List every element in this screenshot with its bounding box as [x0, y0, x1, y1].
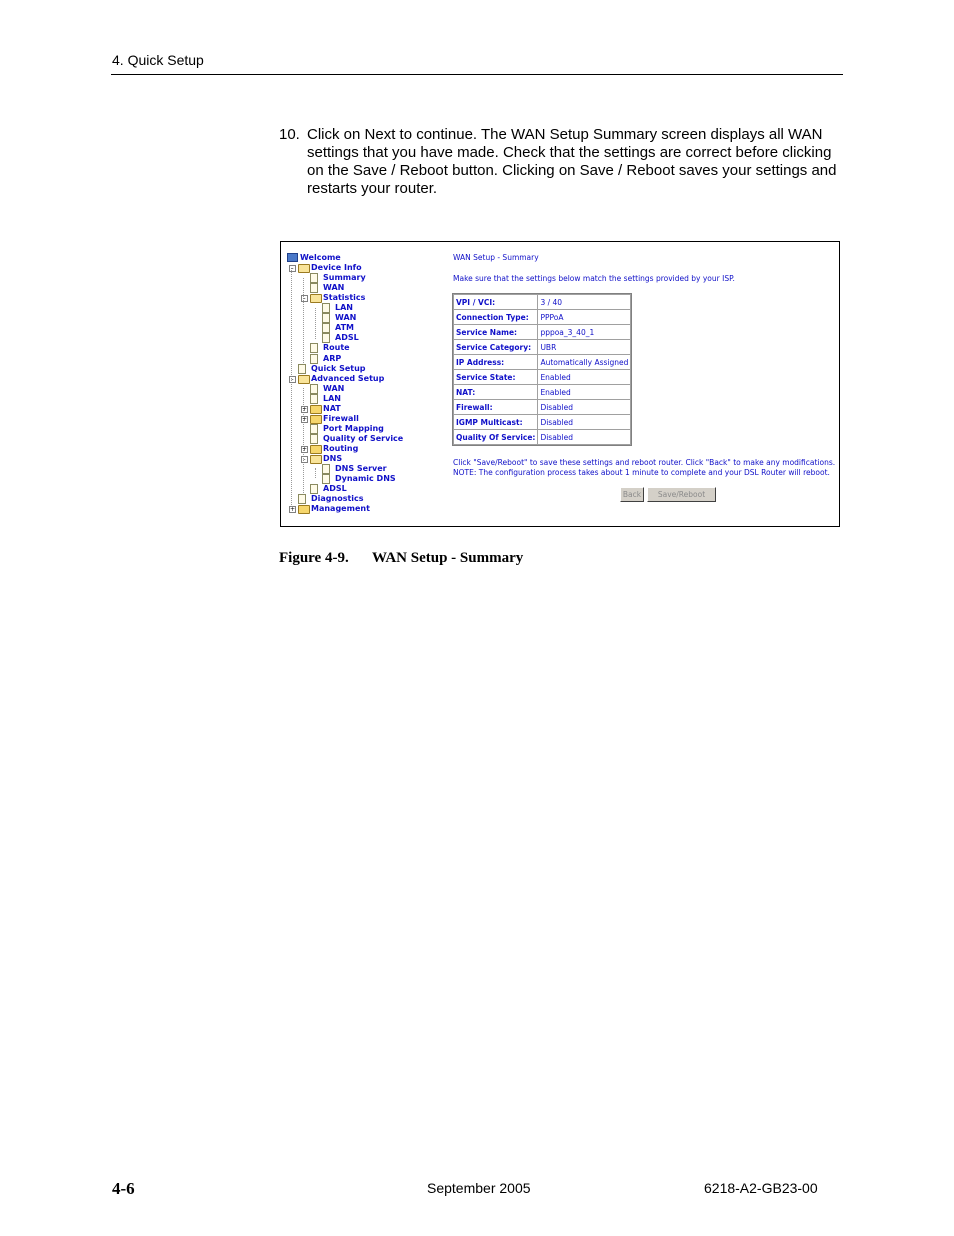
- table-row: [454, 355, 631, 370]
- collapse-icon[interactable]: -: [289, 265, 296, 272]
- page-icon: [298, 494, 306, 504]
- tree-guide-line: [303, 278, 304, 363]
- expand-icon[interactable]: +: [302, 415, 308, 423]
- setting-name: Service Name:: [454, 325, 538, 340]
- step-text: Click on Next to continue. The WAN Setup Summary screen displays all WAN settings that you have made. Check that the settings are correct before clicking on the Save / Reboot button. Clicking on Save / Reboot saves your settings and restarts your router.: [307, 126, 837, 197]
- tree-item-label: Quality of Service: [323, 433, 404, 443]
- header-rule: [111, 74, 843, 75]
- setting-value: Enabled: [538, 385, 631, 400]
- page-icon: [322, 303, 330, 313]
- collapse-icon[interactable]: -: [301, 295, 308, 302]
- tree-item-label: Quick Setup: [311, 363, 366, 373]
- tree-guide-line: [291, 268, 292, 505]
- setting-value: Automatically Assigned: [538, 355, 631, 370]
- page-icon: [322, 313, 330, 323]
- wan-summary-screenshot: [280, 241, 840, 527]
- tree-item-label: Statistics: [323, 293, 366, 303]
- note-line-2: NOTE: The configuration process takes about 1 minute to complete and your DSL Router will reboot.: [453, 468, 830, 477]
- table-row: [454, 385, 631, 400]
- tree-item-label: LAN: [323, 393, 341, 403]
- page-icon: [310, 283, 318, 293]
- setting-name: Service Category:: [454, 340, 538, 355]
- page-icon: [322, 464, 330, 474]
- tree-item-label: WAN: [323, 383, 345, 393]
- setting-value: Enabled: [538, 370, 631, 385]
- page-icon: [322, 474, 330, 484]
- tree-item-label: Advanced Setup: [311, 373, 385, 383]
- expand-icon[interactable]: +: [302, 405, 308, 413]
- panel-description: Make sure that the settings below match the settings provided by your ISP.: [453, 274, 735, 283]
- table-row: [454, 370, 631, 385]
- setting-name: Quality Of Service:: [454, 430, 538, 445]
- table-row: [454, 295, 631, 310]
- tree-item-label: ADSL: [335, 333, 359, 343]
- setting-value: UBR: [538, 340, 631, 355]
- save-note: [453, 458, 835, 478]
- tree-item-label: Diagnostics: [311, 494, 364, 504]
- table-row: [454, 310, 631, 325]
- page-icon: [310, 434, 318, 444]
- page-icon: [322, 333, 330, 343]
- tree-item-label: Routing: [323, 443, 359, 453]
- setting-value: Disabled: [538, 400, 631, 415]
- page-icon: [310, 394, 318, 404]
- tree-item-label: WAN: [335, 313, 357, 323]
- tree-item-label: ARP: [323, 353, 342, 363]
- folder-open-icon: [298, 375, 310, 384]
- tree-guide-line: [315, 468, 316, 478]
- collapse-icon[interactable]: -: [289, 376, 296, 383]
- page-icon: [322, 323, 330, 333]
- table-row: [454, 415, 631, 430]
- page-icon: [310, 424, 318, 434]
- note-line-1: Click "Save/Reboot" to save these settings and reboot router. Click "Back" to make any modifications.: [453, 458, 836, 467]
- tree-item-label: LAN: [335, 303, 353, 313]
- folder-open-icon: [310, 455, 322, 464]
- setting-name: IP Address:: [454, 355, 538, 370]
- tree-item-label: Device Info: [311, 263, 362, 273]
- tree-item-label: DNS: [323, 454, 343, 463]
- table-row: [454, 340, 631, 355]
- figure-title: WAN Setup - Summary: [372, 550, 524, 566]
- figure-label: Figure 4-9.: [279, 550, 349, 566]
- setting-value: Disabled: [538, 430, 631, 445]
- table-row: [454, 400, 631, 415]
- page-icon: [310, 354, 318, 364]
- tree-item-label: NAT: [323, 403, 341, 413]
- footer-doc-id: 6218-A2-GB23-00: [704, 1180, 818, 1196]
- setting-name: Connection Type:: [454, 310, 538, 325]
- tree-item-label: Management: [311, 504, 370, 514]
- running-header: 4. Quick Setup: [112, 52, 204, 68]
- page-icon: [310, 484, 318, 494]
- tree-item-label: Route: [323, 343, 350, 353]
- folder-icon: [310, 415, 322, 424]
- folder-icon: [298, 505, 310, 514]
- tree-item-label: DNS Server: [335, 464, 387, 474]
- tree-item-label: Summary: [323, 273, 366, 283]
- tree-item-label: Dynamic DNS: [335, 474, 396, 484]
- setting-name: IGMP Multicast:: [454, 415, 538, 430]
- table-row: [454, 430, 631, 445]
- tree-item-label: Port Mapping: [323, 423, 384, 433]
- folder-icon: [310, 405, 322, 414]
- setting-value: PPPoA: [538, 310, 631, 325]
- page-number: 4-6: [112, 1179, 135, 1198]
- back-button[interactable]: Back: [620, 487, 644, 502]
- setting-name: Firewall:: [454, 400, 538, 415]
- expand-icon[interactable]: +: [302, 445, 308, 453]
- setting-name: VPI / VCI:: [454, 295, 538, 310]
- setting-value: Disabled: [538, 415, 631, 430]
- footer-date: September 2005: [427, 1180, 531, 1196]
- tree-item-label: ADSL: [323, 484, 347, 494]
- page-icon: [298, 364, 306, 374]
- monitor-icon: [287, 253, 298, 262]
- collapse-icon[interactable]: -: [301, 456, 308, 463]
- save-reboot-button[interactable]: Save/Reboot: [647, 487, 716, 502]
- folder-open-icon: [298, 264, 310, 273]
- step-number: 10.: [279, 126, 300, 143]
- tree-guide-line: [303, 388, 304, 493]
- page-icon: [310, 343, 318, 353]
- panel-title: WAN Setup - Summary: [453, 253, 539, 262]
- setting-name: Service State:: [454, 370, 538, 385]
- setting-name: NAT:: [454, 385, 538, 400]
- tree-guide-line: [315, 308, 316, 339]
- setting-value: pppoa_3_40_1: [538, 325, 631, 340]
- folder-icon: [310, 445, 322, 454]
- tree-item-label: WAN: [323, 283, 345, 293]
- tree-item-label: Welcome: [300, 253, 341, 262]
- summary-table: [453, 294, 631, 445]
- folder-open-icon: [310, 294, 322, 303]
- tree-item-label: Firewall: [323, 413, 359, 423]
- expand-icon[interactable]: +: [290, 506, 296, 514]
- tree-item-label: ATM: [335, 323, 354, 333]
- setting-value: 3 / 40: [538, 295, 631, 310]
- page-icon: [310, 384, 318, 394]
- table-row: [454, 325, 631, 340]
- page-icon: [310, 273, 318, 283]
